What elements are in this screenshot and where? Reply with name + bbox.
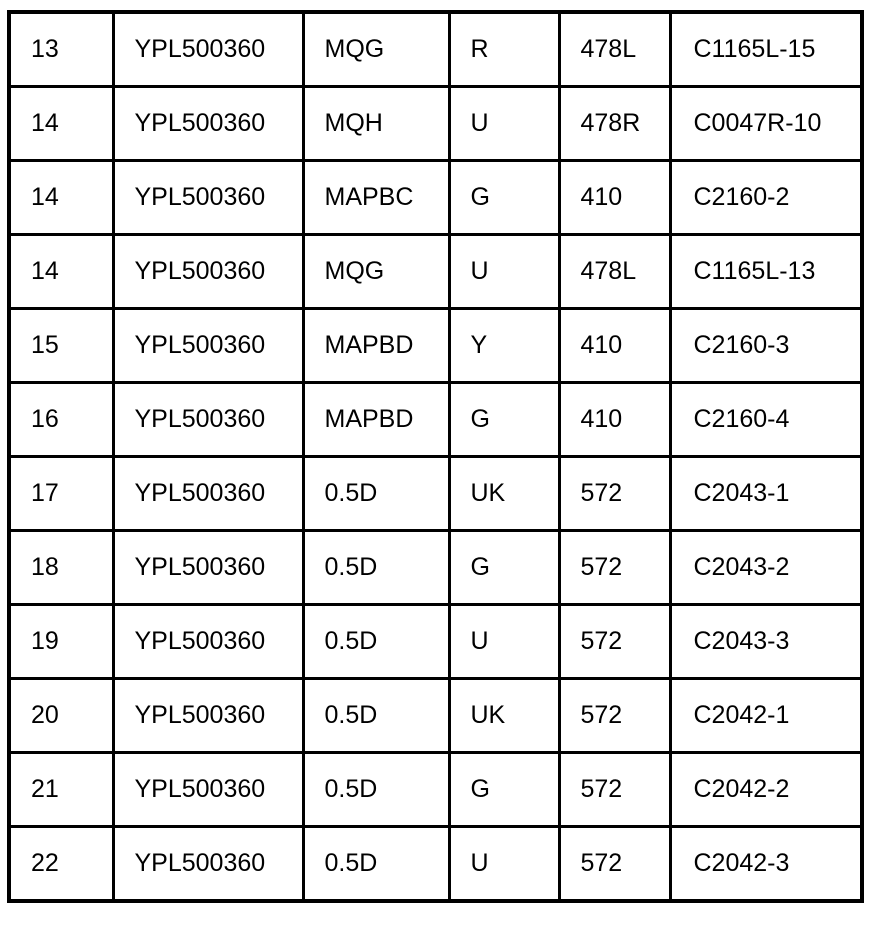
cell-size: 410 bbox=[559, 383, 670, 457]
cell-size: 572 bbox=[559, 753, 670, 827]
cell-type: 0.5D bbox=[303, 457, 449, 531]
data-table bbox=[7, 10, 864, 903]
cell-type: MAPBC bbox=[303, 161, 449, 235]
cell-size: 478L bbox=[559, 235, 670, 309]
cell-code: C0047R-10 bbox=[670, 87, 862, 161]
cell-part-number: YPL500360 bbox=[113, 605, 303, 679]
cell-code: C2043-3 bbox=[670, 605, 862, 679]
table-row bbox=[9, 827, 862, 902]
cell-type: 0.5D bbox=[303, 753, 449, 827]
cell-grade: G bbox=[449, 753, 559, 827]
table-row bbox=[9, 12, 862, 87]
cell-code: C2043-2 bbox=[670, 531, 862, 605]
cell-part-number: YPL500360 bbox=[113, 161, 303, 235]
cell-type: 0.5D bbox=[303, 679, 449, 753]
cell-code: C2042-3 bbox=[670, 827, 862, 902]
cell-index: 15 bbox=[9, 309, 113, 383]
cell-grade: U bbox=[449, 87, 559, 161]
table-row bbox=[9, 605, 862, 679]
cell-index: 17 bbox=[9, 457, 113, 531]
cell-index: 14 bbox=[9, 161, 113, 235]
cell-type: MQH bbox=[303, 87, 449, 161]
cell-type: 0.5D bbox=[303, 827, 449, 902]
cell-index: 20 bbox=[9, 679, 113, 753]
cell-code: C2160-2 bbox=[670, 161, 862, 235]
cell-size: 478R bbox=[559, 87, 670, 161]
cell-type: MQG bbox=[303, 235, 449, 309]
cell-part-number: YPL500360 bbox=[113, 235, 303, 309]
cell-grade: U bbox=[449, 605, 559, 679]
cell-part-number: YPL500360 bbox=[113, 753, 303, 827]
cell-type: MQG bbox=[303, 12, 449, 87]
table-row bbox=[9, 753, 862, 827]
cell-grade: UK bbox=[449, 679, 559, 753]
cell-index: 22 bbox=[9, 827, 113, 902]
cell-grade: Y bbox=[449, 309, 559, 383]
cell-grade: R bbox=[449, 12, 559, 87]
cell-part-number: YPL500360 bbox=[113, 531, 303, 605]
cell-size: 478L bbox=[559, 12, 670, 87]
cell-size: 410 bbox=[559, 309, 670, 383]
cell-code: C1165L-15 bbox=[670, 12, 862, 87]
cell-type: MAPBD bbox=[303, 383, 449, 457]
cell-part-number: YPL500360 bbox=[113, 12, 303, 87]
cell-index: 18 bbox=[9, 531, 113, 605]
cell-part-number: YPL500360 bbox=[113, 827, 303, 902]
cell-code: C2043-1 bbox=[670, 457, 862, 531]
cell-part-number: YPL500360 bbox=[113, 87, 303, 161]
cell-size: 572 bbox=[559, 457, 670, 531]
cell-size: 572 bbox=[559, 827, 670, 902]
cell-type: 0.5D bbox=[303, 605, 449, 679]
table-body bbox=[9, 12, 862, 901]
table-row bbox=[9, 383, 862, 457]
cell-part-number: YPL500360 bbox=[113, 383, 303, 457]
cell-type: 0.5D bbox=[303, 531, 449, 605]
data-table-container bbox=[7, 10, 860, 903]
cell-grade: G bbox=[449, 383, 559, 457]
cell-index: 21 bbox=[9, 753, 113, 827]
cell-grade: U bbox=[449, 235, 559, 309]
cell-grade: G bbox=[449, 161, 559, 235]
cell-code: C2042-2 bbox=[670, 753, 862, 827]
cell-part-number: YPL500360 bbox=[113, 309, 303, 383]
table-row bbox=[9, 531, 862, 605]
table-row bbox=[9, 679, 862, 753]
cell-grade: G bbox=[449, 531, 559, 605]
cell-code: C1165L-13 bbox=[670, 235, 862, 309]
cell-index: 14 bbox=[9, 235, 113, 309]
table-row bbox=[9, 87, 862, 161]
cell-code: C2160-4 bbox=[670, 383, 862, 457]
cell-grade: UK bbox=[449, 457, 559, 531]
cell-size: 410 bbox=[559, 161, 670, 235]
cell-index: 19 bbox=[9, 605, 113, 679]
cell-type: MAPBD bbox=[303, 309, 449, 383]
cell-size: 572 bbox=[559, 679, 670, 753]
table-row bbox=[9, 309, 862, 383]
cell-part-number: YPL500360 bbox=[113, 679, 303, 753]
cell-index: 16 bbox=[9, 383, 113, 457]
cell-index: 14 bbox=[9, 87, 113, 161]
table-row bbox=[9, 457, 862, 531]
cell-code: C2160-3 bbox=[670, 309, 862, 383]
cell-size: 572 bbox=[559, 605, 670, 679]
cell-size: 572 bbox=[559, 531, 670, 605]
table-row bbox=[9, 161, 862, 235]
cell-code: C2042-1 bbox=[670, 679, 862, 753]
cell-part-number: YPL500360 bbox=[113, 457, 303, 531]
cell-grade: U bbox=[449, 827, 559, 902]
cell-index: 13 bbox=[9, 12, 113, 87]
table-row bbox=[9, 235, 862, 309]
